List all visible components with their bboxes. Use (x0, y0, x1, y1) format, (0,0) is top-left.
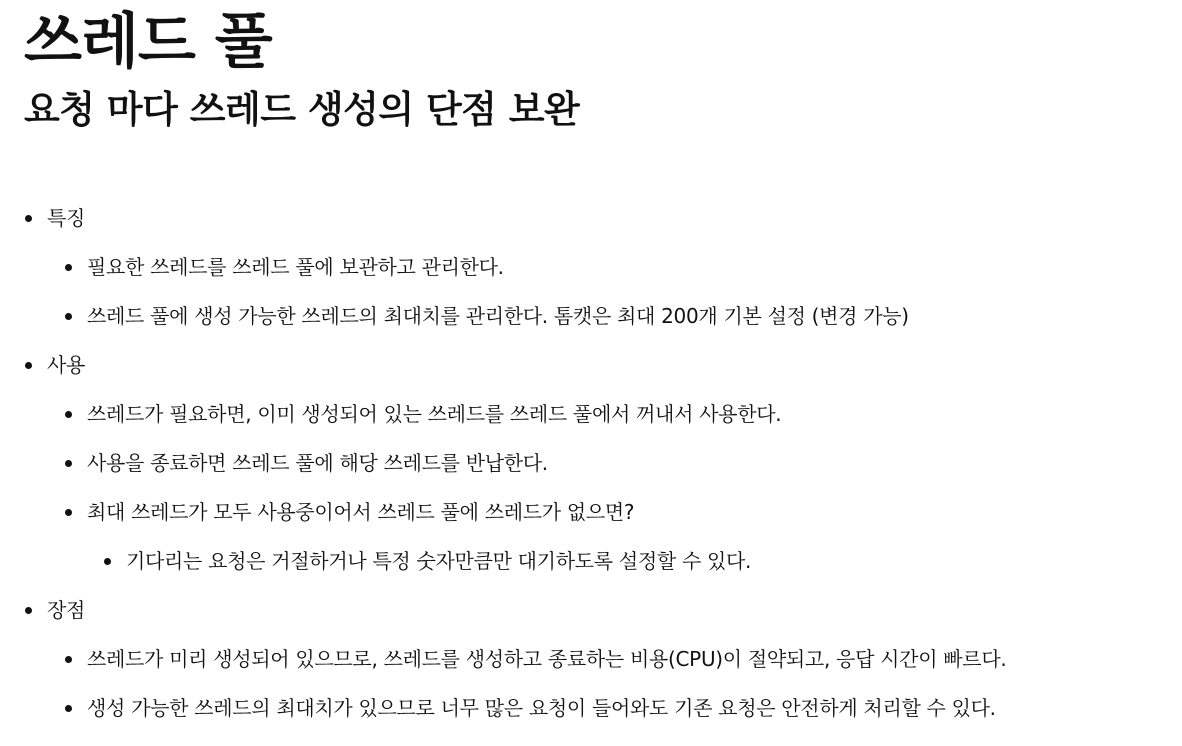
bullet-list (0, 194, 1182, 733)
bullet-icon (65, 509, 72, 516)
bullet-icon (25, 607, 32, 614)
bullet-icon (65, 313, 72, 320)
list-item-text: 사용 (47, 353, 86, 377)
list-item-text: 필요한 쓰레드를 쓰레드 풀에 보관하고 관리한다. (87, 255, 504, 279)
page-title: 쓰레드 풀 (24, 7, 272, 77)
bullet-icon (65, 411, 72, 418)
list-item (0, 292, 1182, 341)
bullet-icon (104, 558, 111, 565)
list-item (0, 537, 1182, 586)
list-item-advantages (0, 586, 1182, 635)
bullet-icon (65, 656, 72, 663)
list-item-text: 쓰레드 풀에 생성 가능한 쓰레드의 최대치를 관리한다. 톰캣은 최대 200개 기본 설정 (변경 가능) (87, 304, 909, 328)
list-item-text: 장점 (47, 598, 86, 622)
page-subtitle: 요청 마다 쓰레드 생성의 단점 보완 (24, 88, 580, 131)
list-item-text: 최대 쓰레드가 모두 사용중이어서 쓰레드 풀에 쓰레드가 없으면? (87, 500, 635, 524)
list-item-text: 사용을 종료하면 쓰레드 풀에 해당 쓰레드를 반납한다. (87, 451, 548, 475)
list-item (0, 684, 1182, 733)
list-item-text: 쓰레드가 필요하면, 이미 생성되어 있는 쓰레드를 쓰레드 풀에서 꺼내서 사용한다. (87, 402, 782, 426)
bullet-icon (65, 264, 72, 271)
list-item-usage (0, 341, 1182, 390)
bullet-icon (25, 362, 32, 369)
list-item-features (0, 194, 1182, 243)
list-item (0, 488, 1182, 537)
bullet-icon (65, 705, 72, 712)
list-item-text: 기다리는 요청은 거절하거나 특정 숫자만큼만 대기하도록 설정할 수 있다. (126, 549, 752, 573)
list-item-text: 쓰레드가 미리 생성되어 있으므로, 쓰레드를 생성하고 종료하는 비용(CPU)이 절약되고, 응답 시간이 빠르다. (87, 647, 1007, 671)
list-item (0, 439, 1182, 488)
bullet-icon (25, 215, 32, 222)
bullet-icon (65, 460, 72, 467)
list-item-text: 생성 가능한 쓰레드의 최대치가 있으므로 너무 많은 요청이 들어와도 기존 요청은 안전하게 처리할 수 있다. (87, 696, 996, 720)
list-item (0, 243, 1182, 292)
list-item (0, 390, 1182, 439)
list-item-text: 특징 (47, 206, 86, 230)
list-item (0, 635, 1182, 684)
